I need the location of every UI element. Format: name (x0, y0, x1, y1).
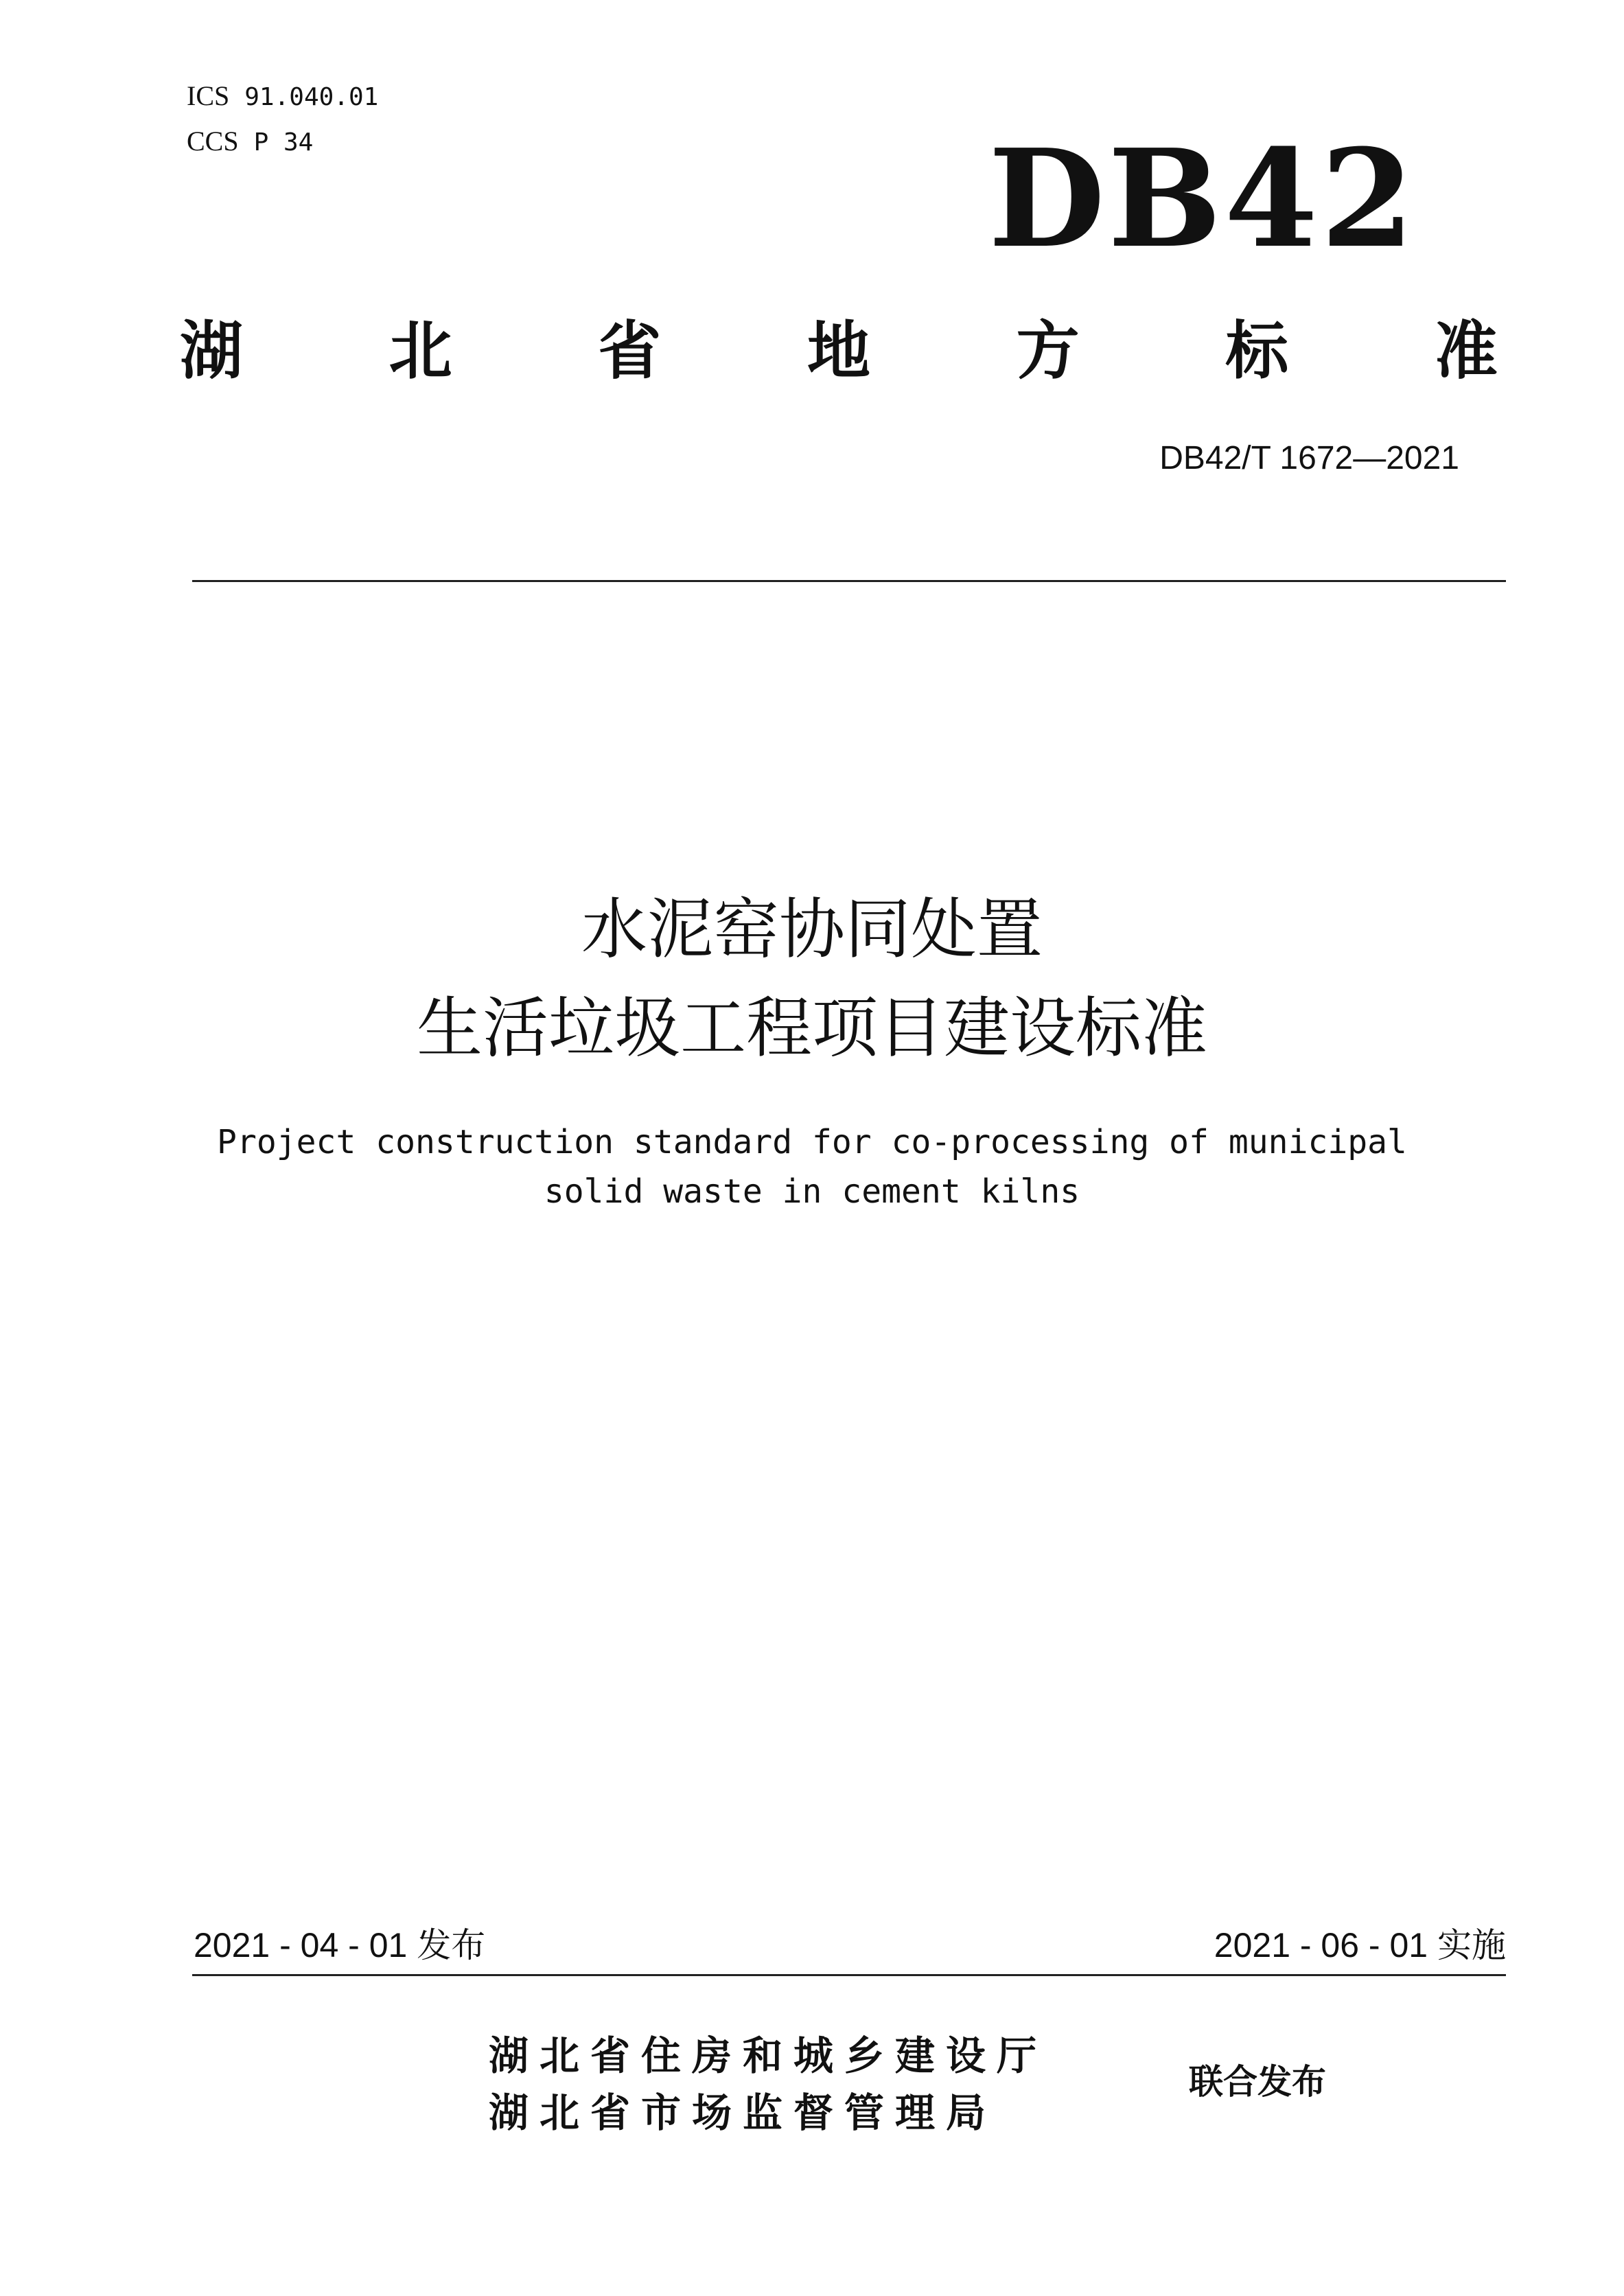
issuer-housing-department: 湖北省住房和城乡建设厅 (489, 2032, 1048, 2079)
standard-type-heading (180, 310, 1498, 393)
ics-line (187, 74, 378, 119)
implementation-date: 2021 - 06 - 01 实施 (1214, 1926, 1506, 1964)
issuer-market-regulation: 湖北省市场监督管理局 (489, 2089, 997, 2136)
ics-code: 91.040.01 (244, 83, 379, 111)
bottom-divider (192, 1974, 1506, 1976)
standard-number: DB42/T 1672—2021 (1159, 440, 1459, 476)
standard-type-char: 地 (807, 314, 870, 388)
db42-logo: DB42 (988, 120, 1417, 278)
standard-type-char: 标 (1225, 314, 1289, 388)
issue-date: 2021 - 04 - 01 发布 (194, 1926, 486, 1964)
ccs-line (187, 119, 378, 165)
top-divider (192, 580, 1506, 582)
classification-codes (187, 74, 378, 165)
title-line-1: 水泥窑协同处置 (581, 891, 1043, 968)
ccs-code: P 34 (253, 128, 314, 156)
ccs-label: CCS (187, 126, 239, 156)
standard-type-char: 准 (1434, 314, 1498, 388)
english-title-line-2: solid waste in cement kilns (544, 1172, 1080, 1211)
english-title-line-1: Project construction standard for co-processing of municipal (217, 1123, 1407, 1161)
ics-label: ICS (187, 80, 230, 111)
standard-type-char: 湖 (180, 314, 244, 388)
title-line-2: 生活垃圾工程项目建设标准 (417, 990, 1207, 1067)
standard-type-char: 北 (388, 314, 452, 388)
standard-type-char: 省 (598, 314, 662, 388)
standard-type-char: 方 (1016, 314, 1080, 388)
joint-issue-label: 联合发布 (1189, 2062, 1326, 2102)
